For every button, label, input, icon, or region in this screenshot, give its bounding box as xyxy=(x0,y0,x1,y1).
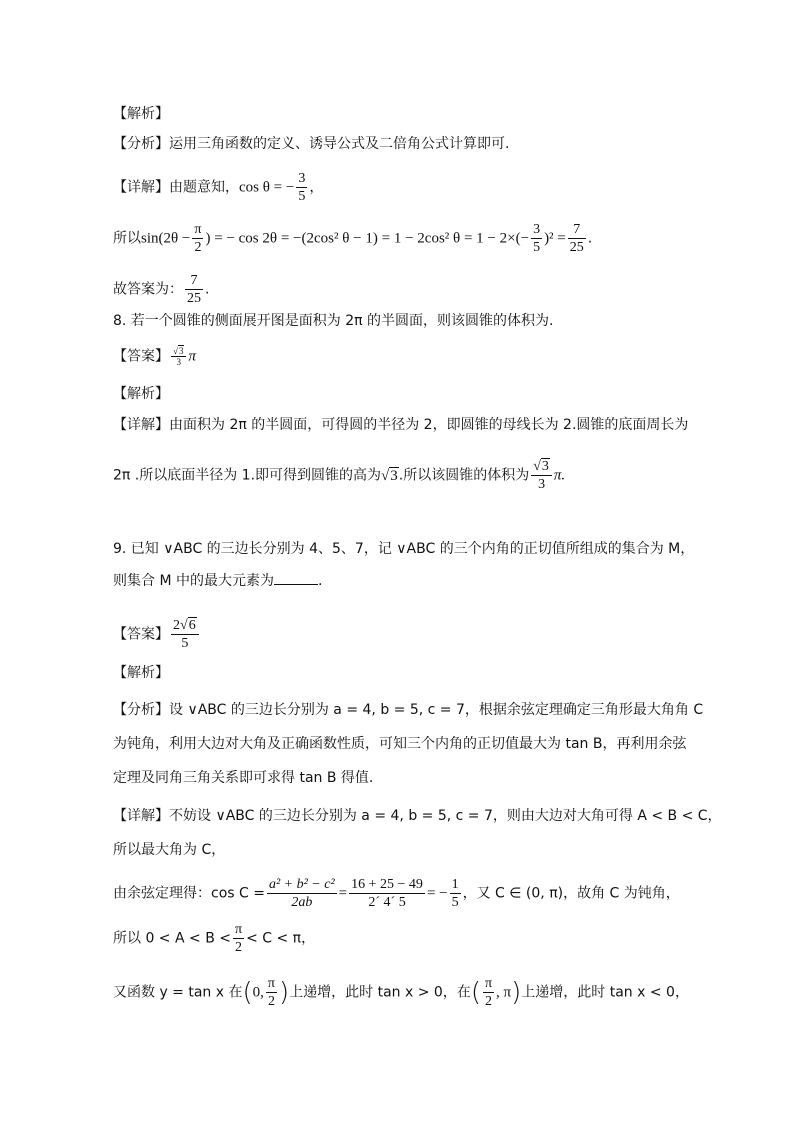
fraction-pi-2: $\frac{\pi}{2}$ xyxy=(194,222,202,255)
detail-9-line2: 所以最大角为 C， xyxy=(113,842,226,858)
xiangjie-label: 【详解】 xyxy=(113,179,169,196)
daan-label: 【答案】 xyxy=(113,348,169,365)
answer-9-fraction: $\frac{2√6}{5}$ xyxy=(171,617,199,652)
answer-9 xyxy=(113,617,201,652)
sqrt-icon: √3 xyxy=(173,346,184,356)
question-9-text2: 则集合 M 中的最大元素为 xyxy=(113,573,274,589)
fraction-7-25-answer: $\frac{7}{25}$ xyxy=(187,273,201,306)
analysis-7 xyxy=(113,134,509,154)
analysis-text: 运用三角函数的定义、诱导公式及二倍角公式计算即可. xyxy=(169,136,510,152)
answer-blank xyxy=(274,572,318,585)
identity-chain: ) = − cos 2θ = −(2cos² θ − 1) = 1 − 2cos² θ = 1 − 2×(− xyxy=(205,230,530,247)
fenxi-label: 【分析】 xyxy=(113,136,169,152)
fenxi-label: 【分析】 xyxy=(113,702,169,718)
fraction-3-5: $\frac{3}{5}$ xyxy=(298,171,306,204)
sin-expr: sin(2θ − xyxy=(141,230,191,247)
order-line: 所以 0 < A < B < $\frac{\pi}{2}$ < C < π， xyxy=(113,922,316,955)
derivation-7: 所以sin(2θ − $\frac{\pi}{2}$ ) = − cos 2θ = −(2cos² θ − 1) = 1 − 2cos² θ = 1 − 2×(− $\frac{3}{5}$ )² = $\frac{7}{25}$ . xyxy=(113,222,593,255)
jiexi-heading-8 xyxy=(113,384,169,404)
xiangjie-label: 【详解】 xyxy=(113,808,169,824)
sqrt3-icon: √3 xyxy=(381,467,398,484)
fraction-pi-2-interval1: $\frac{\pi}{2}$ xyxy=(267,976,275,1009)
fraction-1-5: $\frac{1}{5}$ xyxy=(451,877,459,910)
question-8 xyxy=(113,311,554,331)
answer-7: 故答案为： $\frac{7}{25}$ . xyxy=(113,273,210,306)
cosine-fraction-numeric: $\frac{16 + 25 - 49}{2´ 4´ 5}$ xyxy=(351,877,423,910)
tan-monotonic-line: 又函数 y = tan x 在(0, $\frac{\pi}{2}$ )上递增，此时 tan x > 0，在( $\frac{\pi}{2}$ , π)上递增，此时 tan x < 0， xyxy=(113,976,689,1009)
detail-8-text2: 2π .所以底面半径为 1.即可得到圆锥的高为 xyxy=(113,467,382,484)
fraction-3-5-b: $\frac{3}{5}$ xyxy=(533,222,541,255)
answer-prefix: 故答案为： xyxy=(113,281,183,298)
fraction-pi-2-order: $\frac{\pi}{2}$ xyxy=(234,922,243,955)
jiexi-heading-7 xyxy=(113,104,169,124)
detail-7: 【详解】由题意知，cos θ = − $\frac{3}{5}$ ， xyxy=(113,171,324,204)
jiexi-label: 【解析】 xyxy=(113,106,169,122)
cosine-law-line: 由余弦定理得：cos C = $\frac{\text{a² + b² − c²}}{2ab}$ = $\frac{16 + 25 - 49}{2´ 4´ 5}$ = − $\frac{1}{5}$ ，又 C ∈ (0, π)，故角 C 为钝角， xyxy=(113,877,680,910)
detail-9-line1: 【详解】不妨设 ∨ABC 的三边长分别为 a = 4, b = 5, c = 7，则由大边对大角可得 A < B < C， xyxy=(113,808,722,824)
answer-8: 【答案】 $\frac{√3}{3}$ π xyxy=(113,346,196,367)
jiexi-heading-9 xyxy=(113,663,169,683)
jiexi-label: 【解析】 xyxy=(113,665,169,681)
question-9-line1 xyxy=(113,539,694,559)
daan-label: 【答案】 xyxy=(113,626,169,643)
analysis-9-line1: 【分析】设 ∨ABC 的三边长分别为 a = 4, b = 5, c = 7，根据余弦定理确定三角形最大角角 C xyxy=(113,702,704,718)
question-9-line2: 则集合 M 中的最大元素为 . xyxy=(113,573,323,589)
answer-8-fraction: $\frac{√3}{3}$ xyxy=(171,346,186,367)
so-text: 所以 xyxy=(113,230,141,247)
jiexi-label: 【解析】 xyxy=(113,386,169,402)
volume-fraction: $\frac{√3}{3}$ xyxy=(531,458,552,493)
analysis-9-line3: 定理及同角三角关系即可求得 tan B 得值. xyxy=(113,770,374,786)
question-8-text: 8. 若一个圆锥的侧面展开图是面积为 2π 的半圆面，则该圆锥的体积为. xyxy=(113,313,554,329)
fraction-pi-2-interval2: $\frac{\pi}{2}$ xyxy=(484,976,493,1009)
detail-8-line2: 2π .所以底面半径为 1.即可得到圆锥的高为√3.所以该圆锥的体积为 $\frac{√3}{3}$ π. xyxy=(113,459,566,492)
detail-8-line1 xyxy=(113,415,688,435)
cos-theta-expr: cos θ = − xyxy=(239,179,295,196)
square-end: )² = xyxy=(544,230,566,247)
sqrt6-icon: √6 xyxy=(180,618,196,633)
detail-intro: 由题意知， xyxy=(169,179,239,196)
analysis-9-line2: 为钝角，利用大边对大角及正确函数性质，可知三个内角的正切值最大为 tan B，再利用余弦 xyxy=(113,736,687,752)
question-9-text1: 9. 已知 ∨ABC 的三边长分别为 4、5、7，记 ∨ABC 的三个内角的正切值所组成的集合为 M， xyxy=(113,541,695,557)
xiangjie-label: 【详解】 xyxy=(113,417,169,433)
fraction-7-25: $\frac{7}{25}$ xyxy=(569,222,584,255)
cosine-fraction-symbolic: $\frac{\text{a² + b² − c²}}{2ab}$ xyxy=(268,877,335,910)
detail-8-text1: 由面积为 2π 的半圆面，可得圆的半径为 2，即圆锥的母线长为 2.圆锥的底面周长为 xyxy=(169,417,689,433)
